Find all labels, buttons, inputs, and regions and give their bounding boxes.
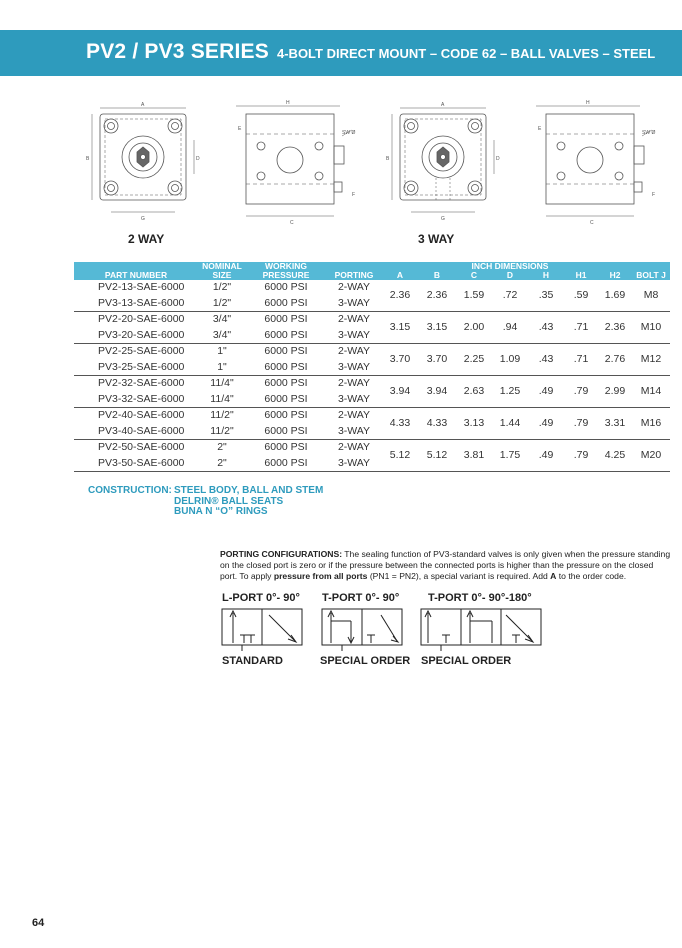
part-number: PV3-50-SAE-6000: [98, 456, 185, 469]
dim-b: 2.36: [426, 288, 448, 301]
dim-h1: .79: [564, 376, 598, 408]
dim-e-label: E: [538, 126, 542, 132]
dim-h2: 1.69: [604, 288, 626, 301]
bolt-j: M20: [632, 440, 670, 472]
header-h2: H2: [598, 271, 632, 280]
dim-a: 3.70: [382, 344, 418, 376]
three-way-side-drawing: [530, 100, 670, 228]
header-bolt-j: BOLT J: [632, 271, 670, 280]
standard-caption: STANDARD: [222, 655, 283, 667]
dim-d: .72: [502, 288, 518, 301]
part-number: PV2-50-SAE-6000: [74, 440, 198, 456]
bolt-j: M12: [632, 344, 670, 376]
dim-d: 1.09: [492, 344, 528, 376]
dim-b: 4.33: [418, 408, 456, 440]
porting: 3-WAY: [337, 360, 371, 373]
dim-b: 5.12: [418, 440, 456, 472]
table-row: [74, 280, 670, 296]
table-row: [74, 408, 670, 424]
nominal-size: 1/2": [212, 296, 232, 309]
part-number: PV2-25-SAE-6000: [74, 344, 198, 360]
dim-g-label: G: [441, 216, 445, 222]
special-order-caption: SPECIAL ORDER: [421, 655, 512, 667]
porting-text: to the order code.: [556, 571, 627, 581]
dim-a: 2.36: [389, 288, 411, 301]
working-pressure: 6000 PSI: [264, 424, 308, 437]
dim-h2: 2.36: [598, 312, 632, 344]
header-nominal: NOMINAL: [198, 262, 246, 271]
dim-h1: .71: [564, 344, 598, 376]
porting-configurations-note: [220, 549, 672, 582]
dim-a-label: A: [441, 102, 445, 108]
dim-h1: .59: [573, 288, 589, 301]
dim-c: 3.81: [456, 440, 492, 472]
header-porting: PORTING: [326, 271, 382, 280]
part-number: PV3-32-SAE-6000: [98, 392, 185, 405]
part-number: PV2-40-SAE-6000: [74, 408, 198, 424]
header-working: WORKING: [246, 262, 326, 271]
dim-f-label: F: [352, 192, 356, 198]
porting: 2-WAY: [326, 376, 382, 392]
header-pressure: PRESSURE: [246, 271, 326, 280]
dim-c: 2.25: [456, 344, 492, 376]
working-pressure: 6000 PSI: [264, 392, 308, 405]
two-way-front-drawing: [84, 100, 202, 228]
porting-emphasis: pressure from all ports: [273, 571, 368, 581]
bolt-j: M8: [643, 288, 659, 301]
bolt-j: M14: [632, 376, 670, 408]
table-row: [74, 344, 670, 360]
header-b: B: [418, 271, 456, 280]
three-way-label: 3 WAY: [418, 232, 455, 246]
dim-d: .94: [492, 312, 528, 344]
working-pressure: 6000 PSI: [246, 408, 326, 424]
nominal-size: 11/4": [210, 392, 234, 405]
header-h1: H1: [564, 271, 598, 280]
dim-h1: .71: [564, 312, 598, 344]
dim-b: 3.70: [418, 344, 456, 376]
header-d: D: [492, 271, 528, 280]
porting: 3-WAY: [337, 296, 371, 309]
working-pressure: 6000 PSI: [246, 376, 326, 392]
porting: 3-WAY: [337, 456, 371, 469]
dim-a: 3.94: [382, 376, 418, 408]
dim-b-label: B: [86, 156, 90, 162]
nominal-size: 11/2": [210, 424, 234, 437]
dim-a: 5.12: [382, 440, 418, 472]
construction-line: DELRIN® BALL SEATS: [174, 495, 284, 507]
dim-h: .43: [528, 312, 564, 344]
dim-e-label: E: [238, 126, 242, 132]
two-way-label: 2 WAY: [128, 232, 165, 246]
dim-d: 1.25: [492, 376, 528, 408]
porting: 3-WAY: [337, 424, 371, 437]
nominal-size: 1": [217, 360, 227, 373]
porting: 2-WAY: [337, 281, 371, 293]
two-way-side-drawing: [230, 100, 370, 228]
dim-c: 3.13: [456, 408, 492, 440]
dim-b: 3.15: [418, 312, 456, 344]
t-port-180-symbol: [420, 607, 546, 651]
bolt-j: M10: [632, 312, 670, 344]
header-a: A: [382, 271, 418, 280]
sw-label: SW Ø: [342, 130, 356, 136]
header-c: C: [456, 271, 492, 280]
part-number: PV3-25-SAE-6000: [98, 360, 185, 373]
dim-a-label: A: [141, 102, 145, 108]
dim-h2: 2.99: [598, 376, 632, 408]
porting: 3-WAY: [337, 392, 371, 405]
dim-h1: .79: [564, 440, 598, 472]
dim-h: .43: [528, 344, 564, 376]
header-part-number: PART NUMBER: [74, 271, 198, 280]
nominal-size: 1": [198, 344, 246, 360]
title-banner: [0, 30, 682, 76]
table-row: [74, 376, 670, 392]
dim-c-label: C: [290, 220, 294, 226]
t-port-title: T-PORT 0°- 90°: [322, 592, 400, 604]
working-pressure: 6000 PSI: [264, 360, 308, 373]
sw-label: SW Ø: [642, 130, 656, 136]
series-title: PV2 / PV3 SERIES: [86, 40, 269, 63]
nominal-size: 3/4": [198, 312, 246, 328]
t-port-180-title: T-PORT 0°- 90°-180°: [428, 592, 532, 604]
special-order-caption: SPECIAL ORDER: [320, 655, 411, 667]
table-header-row-2: [74, 271, 670, 280]
series-subtitle: 4-BOLT DIRECT MOUNT – CODE 62 – BALL VALVES – STEEL: [277, 46, 656, 61]
dim-a: 3.15: [382, 312, 418, 344]
dim-h1: .79: [564, 408, 598, 440]
dim-h2: 2.76: [598, 344, 632, 376]
construction-label: CONSTRUCTION:: [88, 485, 172, 496]
construction-line: BUNA N “O” RINGS: [174, 506, 268, 517]
part-number: PV2-13-SAE-6000: [98, 281, 185, 293]
dim-d: 1.75: [492, 440, 528, 472]
dim-b: 3.94: [418, 376, 456, 408]
porting-emphasis: A: [550, 571, 557, 581]
part-number: PV3-40-SAE-6000: [98, 424, 185, 437]
nominal-size: 2": [198, 440, 246, 456]
working-pressure: 6000 PSI: [264, 281, 308, 293]
header-inch-dimensions: INCH DIMENSIONS: [456, 262, 564, 271]
dim-a: 4.33: [382, 408, 418, 440]
nominal-size: 11/4": [198, 376, 246, 392]
porting-text: (PN1 = PN2), a special variant is required. Add: [367, 571, 551, 581]
table-row: [74, 440, 670, 456]
header-size: SIZE: [198, 271, 246, 280]
part-number: PV2-20-SAE-6000: [74, 312, 198, 328]
part-number: PV3-20-SAE-6000: [98, 328, 185, 341]
dim-h: .35: [538, 288, 554, 301]
porting: 2-WAY: [326, 312, 382, 328]
page-number: 64: [32, 917, 45, 929]
dim-f-label: F: [652, 192, 656, 198]
part-number: PV2-32-SAE-6000: [74, 376, 198, 392]
dim-h: .49: [528, 440, 564, 472]
porting: 2-WAY: [326, 440, 382, 456]
dim-c: 2.63: [456, 376, 492, 408]
dim-c: 2.00: [456, 312, 492, 344]
dim-c-label: C: [590, 220, 594, 226]
nominal-size: 11/2": [198, 408, 246, 424]
bolt-j: M16: [632, 408, 670, 440]
porting: 2-WAY: [326, 408, 382, 424]
l-port-title: L-PORT 0°- 90°: [222, 592, 300, 604]
working-pressure: 6000 PSI: [246, 344, 326, 360]
porting: 2-WAY: [326, 344, 382, 360]
table-row: [74, 312, 670, 328]
t-port-symbol: [321, 607, 407, 651]
three-way-front-drawing: [384, 100, 502, 228]
working-pressure: 6000 PSI: [246, 440, 326, 456]
working-pressure: 6000 PSI: [246, 312, 326, 328]
dim-d: 1.44: [492, 408, 528, 440]
working-pressure: 6000 PSI: [264, 328, 308, 341]
dim-h: .49: [528, 376, 564, 408]
construction-line: STEEL BODY, BALL AND STEM: [174, 485, 324, 496]
dim-h-label: H: [286, 100, 290, 106]
dim-g-label: G: [141, 216, 145, 222]
dim-b-label: B: [386, 156, 390, 162]
header-h: H: [528, 271, 564, 280]
dim-c: 1.59: [463, 288, 485, 301]
porting-heading: PORTING CONFIGURATIONS:: [220, 549, 343, 559]
porting: 3-WAY: [337, 328, 371, 341]
dim-h2: 3.31: [598, 408, 632, 440]
dim-h-label: H: [586, 100, 590, 106]
specifications-table: [74, 262, 670, 472]
dim-d-label: D: [496, 156, 500, 162]
nominal-size: 2": [217, 456, 227, 469]
working-pressure: 6000 PSI: [264, 456, 308, 469]
dim-d-label: D: [196, 156, 200, 162]
dim-h2: 4.25: [598, 440, 632, 472]
porting-text: The sealing function of PV3-standard valves is only given when the pressure standing on the closed port is zero or if the pressure between the connected ports is higher than the pressure on the closed port. To apply: [220, 549, 671, 581]
nominal-size: 3/4": [212, 328, 232, 341]
nominal-size: 1/2": [212, 281, 232, 293]
l-port-symbol: [221, 607, 307, 651]
dim-h: .49: [528, 408, 564, 440]
working-pressure: 6000 PSI: [264, 296, 308, 309]
part-number: PV3-13-SAE-6000: [98, 296, 185, 309]
